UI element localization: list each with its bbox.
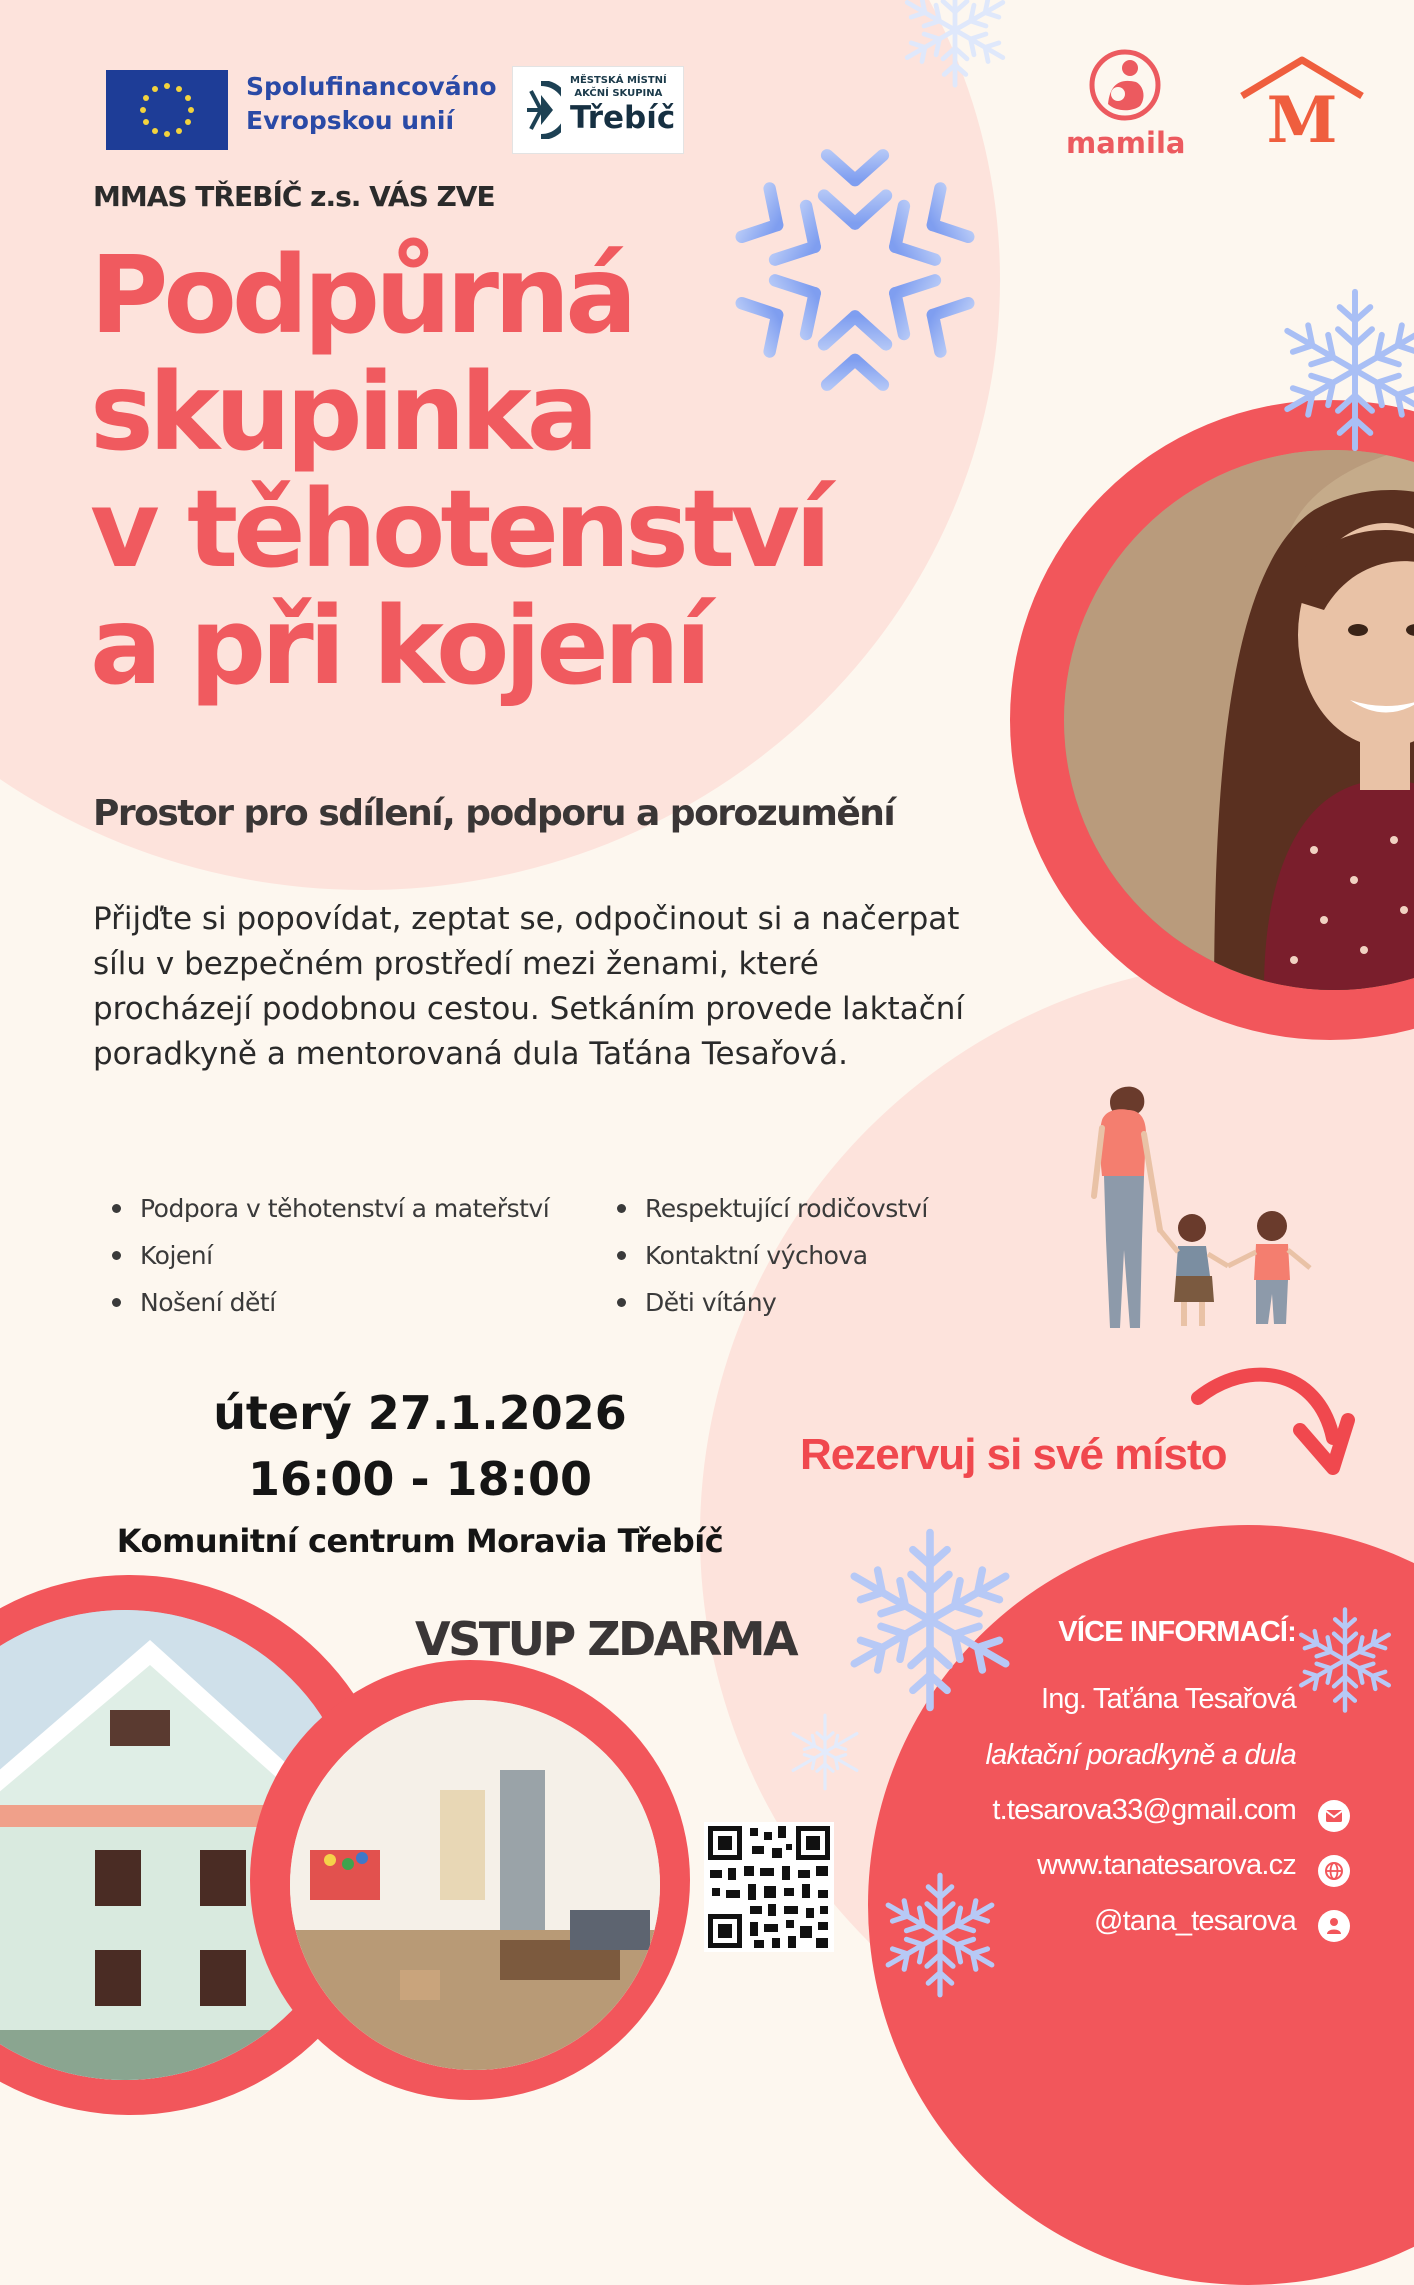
interior-illustration — [290, 1700, 660, 2070]
free-entry-text: VSTUP ZDARMA — [415, 1612, 797, 1666]
mail-icon — [1318, 1800, 1350, 1832]
eu-text-line1: Spolufinancováno — [246, 72, 497, 101]
house-m-letter: M — [1266, 83, 1338, 144]
mamila-logo-text: mamila — [1066, 126, 1186, 160]
mamila-logo-icon — [1086, 46, 1164, 124]
list-item: Kontaktní výchova — [598, 1232, 928, 1279]
eu-flag-logo — [106, 70, 228, 150]
eu-text-line2: Evropskou unií — [246, 106, 455, 135]
user-icon — [1318, 1910, 1350, 1942]
contact-website[interactable]: www.tanatesarova.cz — [1037, 1849, 1296, 1881]
contact-email[interactable]: t.tesarova33@gmail.com — [992, 1794, 1296, 1826]
title-line-4: a při kojení — [90, 585, 707, 709]
contact-heading: VÍCE INFORMACÍ: — [1058, 1616, 1296, 1648]
contact-role: laktační poradkyně a dula — [985, 1739, 1296, 1771]
interior-photo — [290, 1700, 660, 2070]
page-title — [90, 234, 850, 709]
mas-small-text — [570, 74, 667, 100]
title-line-3: v těhotenství — [90, 468, 827, 592]
snowflake-icon-bottom — [875, 1870, 1005, 2000]
list-item: Děti vítány — [598, 1279, 928, 1326]
eu-cofinancing-text — [246, 70, 497, 138]
list-item: Kojení — [93, 1232, 549, 1279]
title-line-1: Podpůrná — [90, 234, 633, 358]
topics-list-left — [93, 1185, 549, 1326]
mas-small-line1: MĚSTSKÁ MÍSTNÍ — [570, 75, 667, 86]
event-place: Komunitní centrum Moravia Třebíč — [116, 1522, 724, 1560]
topics-list-right — [598, 1185, 928, 1326]
house-m-logo-icon — [1238, 56, 1366, 144]
contact-social[interactable]: @tana_tesarova — [1093, 1905, 1296, 1937]
mas-small-line2: AKČNÍ SKUPINA — [574, 88, 663, 99]
mas-emblem-icon — [521, 81, 561, 139]
event-time: 16:00 - 18:00 — [248, 1452, 592, 1506]
pretitle: MMAS TŘEBÍČ z.s. VÁS ZVE — [93, 180, 495, 213]
snowflake-icon-contact — [835, 1515, 1025, 1725]
snowflake-icon-top — [895, 0, 1015, 90]
qr-code[interactable] — [704, 1822, 834, 1952]
list-item: Podpora v těhotenství a mateřství — [93, 1185, 549, 1232]
eu-stars-icon — [106, 70, 228, 150]
list-item: Nošení dětí — [93, 1279, 549, 1326]
mother-children-illustration — [1080, 1080, 1330, 1340]
snowflake-icon-right — [1270, 275, 1414, 465]
curved-arrow-icon — [1188, 1358, 1358, 1488]
contact-name: Ing. Taťána Tesařová — [1041, 1683, 1296, 1715]
snowflake-icon-small — [785, 1712, 865, 1792]
list-item: Respektující rodičovství — [598, 1185, 928, 1232]
event-date: úterý 27.1.2026 — [213, 1386, 627, 1440]
subtitle: Prostor pro sdílení, podporu a porozumění — [93, 793, 895, 834]
intro-paragraph: Přijďte si popovídat, zeptat se, odpočinout si a načerpat sílu v bezpečném prostředí mezi ženami, které procházejí podobnou cestou. Setkáním provede laktační poradkyně a mentorovaná dula Taťána Tesařová. — [93, 901, 965, 1072]
globe-icon — [1318, 1855, 1350, 1887]
mas-city-name: Třebíč — [570, 100, 676, 136]
reserve-cta: Rezervuj si své místo — [800, 1430, 1227, 1479]
snowflake-icon-contact-right — [1290, 1600, 1400, 1720]
title-line-2: skupinka — [90, 351, 594, 475]
